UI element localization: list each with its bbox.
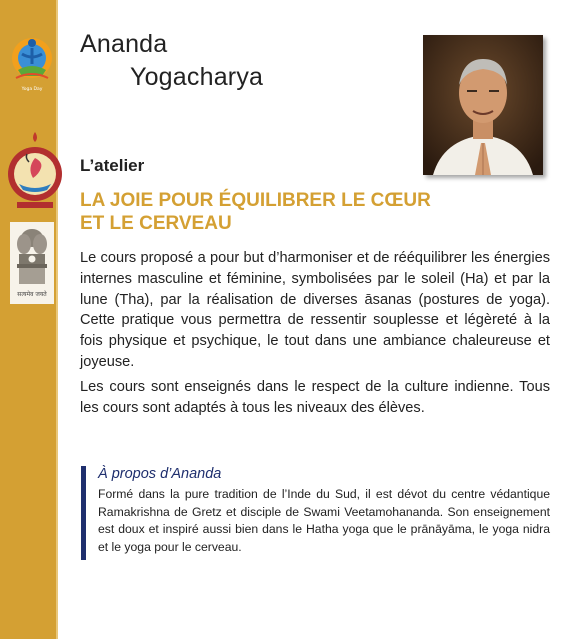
name-first-line: Ananda bbox=[80, 30, 168, 58]
portrait-photo bbox=[423, 35, 543, 175]
section-label: L’atelier bbox=[80, 156, 145, 175]
yoga-logo-caption: Yoga Day bbox=[21, 87, 43, 92]
sidebar-divider bbox=[56, 0, 58, 639]
about-text: Formé dans la pure tradition de l’Inde du Sud, il est dévot du centre védantique Ramakrishna de Gretz et disciple de Swami Veetamohananda. Son enseignement est doux et inspiré aussi bien dans le Hatha yoga que le prānāyāma, le yoga nidra et le yoga pour le cerveau. bbox=[98, 487, 550, 554]
body-paragraph-1: Le cours proposé a pour but d’harmoniser et de rééquilibrer les énergies internes masculine et féminine, symbolisées par le soleil (Ha) et par la lune (Tha), par la réalisation de diverses āsanas (postures de yoga). Cette pratique vous permettra de ressentir souplesse et légèreté à la fois physique et psychique, le tout dans une ambiance chaleureuse et joyeuse. bbox=[80, 250, 550, 370]
about-title: À propos d’Ananda bbox=[98, 466, 222, 482]
about-accent-bar bbox=[81, 466, 86, 560]
lotus-swan-logo-icon bbox=[5, 128, 65, 212]
emblem-caption: सत्यमेव जयते bbox=[17, 291, 47, 298]
body-paragraph-2: Les cours sont enseignés dans le respect de la culture indienne. Tous les cours sont adaptés à tous les niveaux des élèves. bbox=[80, 379, 550, 416]
india-emblem-icon bbox=[10, 222, 54, 304]
name-second-line: Yogacharya bbox=[130, 63, 264, 91]
headline-line-1: LA JOIE POUR ÉQUILIBRER LE CŒUR bbox=[80, 190, 431, 211]
yoga-day-logo-icon bbox=[8, 30, 56, 110]
headline-line-2: ET LE CERVEAU bbox=[80, 213, 232, 234]
headline bbox=[80, 189, 460, 235]
